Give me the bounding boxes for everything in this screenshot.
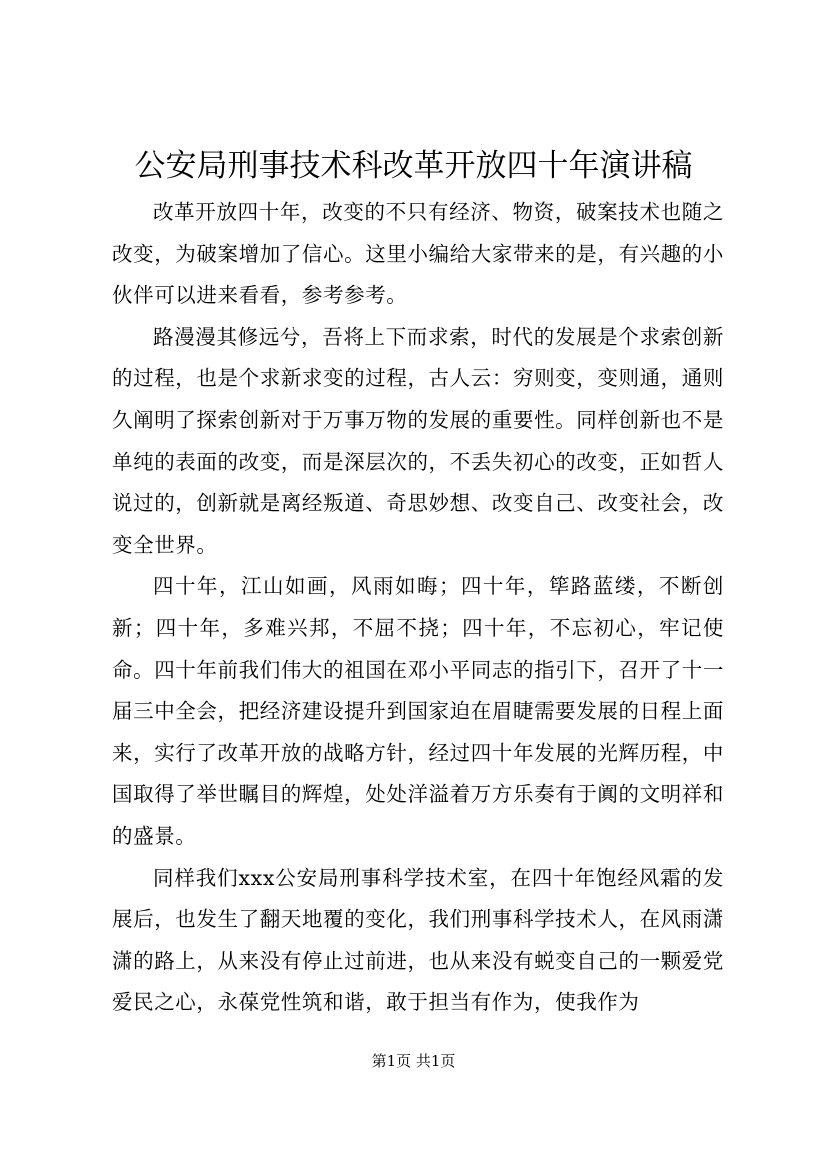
paragraph-3: 四十年，江山如画，风雨如晦；四十年，筚路蓝缕，不断创新；四十年，多难兴邦，不屈不挠；四十年，不忘初心，牢记使命。四十年前我们伟大的祖国在邓小平同志的指引下，召开了十一届三中全会，把经济建设提升到国家迫在眉睫需要发展的日程上面来，实行了改革开放的战略方针，经过四十年发展的光辉历程，中国取得了举世瞩目的辉煌，处处洋溢着万方乐奏有于阗的文明祥和的盛景。 <box>112 574 724 848</box>
page-footer: 第1页 共1页 <box>371 1052 456 1070</box>
paragraph-2: 路漫漫其修远兮，吾将上下而求索，时代的发展是个求索创新的过程，也是个求新求变的过程，古人云：穷则变，变则通，通则久阐明了探索创新对于万事万物的发展的重要性。同样创新也不是单纯的表面的改变，而是深层次的，不丢失初心的改变，正如哲人说过的，创新就是离经叛道、奇思妙想、改变自己、改变社会，改变全世界。 <box>112 324 724 557</box>
document-title: 公安局刑事技术科改革开放四十年演讲稿 <box>134 148 693 184</box>
document-body <box>112 192 724 1024</box>
paragraph-4: 同样我们xxx公安局刑事科学技术室，在四十年饱经风霜的发展后，也发生了翻天地覆的变化，我们刑事科学技术人，在风雨潇潇的路上，从来没有停止过前进，也从来没有蜕变自己的一颗爱党爱民之心，永葆党性筑和谐，敢于担当有作为，使我作为 <box>112 865 724 1015</box>
paragraph-1: 改革开放四十年，改变的不只有经济、物资，破案技术也随之改变，为破案增加了信心。这里小编给大家带来的是，有兴趣的小伙伴可以进来看看，参考参考。 <box>112 200 724 308</box>
